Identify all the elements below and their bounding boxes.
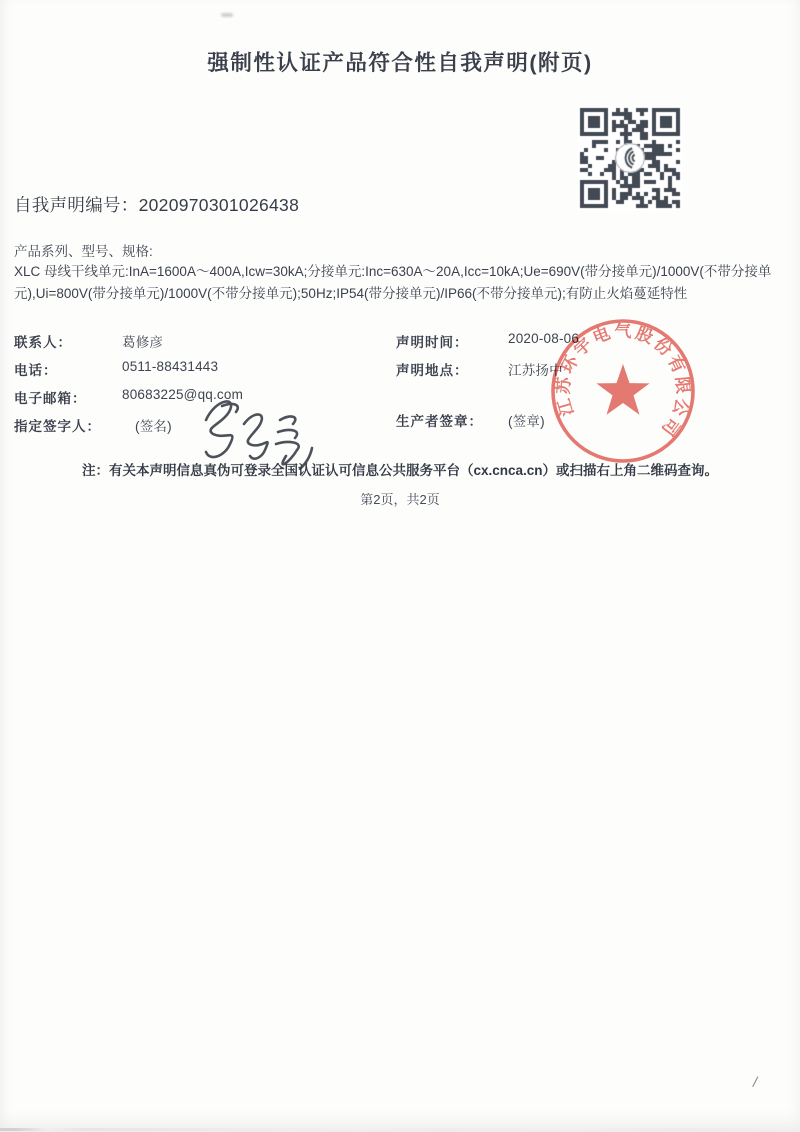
producer-seal-label: 生产者签章： xyxy=(396,414,483,429)
qr-code-icon xyxy=(578,106,683,211)
product-spec-label: 产品系列、型号、规格: xyxy=(14,244,153,259)
decl-place-label: 声明地点： xyxy=(396,363,469,378)
page-title: 强制性认证产品符合性自我声明(附页) xyxy=(207,51,593,75)
contact-value: 葛修彦 xyxy=(122,335,164,350)
decl-time-label: 声明时间： xyxy=(396,335,469,350)
declaration-number: 自我声明编号：2020970301026438 xyxy=(14,195,300,215)
decl-time-value: 2020-08-06 xyxy=(508,331,580,346)
email-value: 80683225@qq.com xyxy=(122,387,244,402)
field-row-phone xyxy=(14,359,394,379)
field-row-contact xyxy=(14,331,394,351)
handwritten-signature xyxy=(192,390,337,470)
phone-label: 电话： xyxy=(14,363,58,378)
verification-note: 注：有关本声明信息真伪可登录全国认证认可信息公共服务平台（cx.cnca.cn）或扫描右上角二维码查询。 xyxy=(81,463,719,478)
signer-label: 指定签字人： xyxy=(14,419,101,434)
contact-label: 联系人： xyxy=(14,335,72,350)
red-star-icon xyxy=(596,364,649,415)
stamp-company-text: 江苏环宇电气股份有限公司 xyxy=(553,321,693,440)
scan-edge-artifact xyxy=(0,1128,800,1131)
signer-placeholder: (签名) xyxy=(135,419,172,434)
product-spec-text: XLC 母线干线单元:InA=1600A～400A,Icw=30kA;分接单元:Inc=630A～20A,Icc=10kA;Ue=690V(带分接单元)/1000V(不带分接单元),Ui=800V(带分接单元)/1000V(不带分接单元);50Hz;IP54(带分接单元)/IP66(不带分接单元);有防止火焰蔓延特性 xyxy=(14,264,772,301)
phone-value: 0511-88431443 xyxy=(122,359,219,374)
company-stamp xyxy=(543,311,703,471)
page-indicator: 第2页，共2页 xyxy=(360,492,440,507)
decl-place-value: 江苏扬中 xyxy=(508,363,563,378)
email-label: 电子邮箱： xyxy=(14,391,87,406)
corner-mark: / xyxy=(751,1073,759,1092)
scan-artifact xyxy=(221,13,233,17)
producer-seal-placeholder: (签章) xyxy=(508,414,545,429)
